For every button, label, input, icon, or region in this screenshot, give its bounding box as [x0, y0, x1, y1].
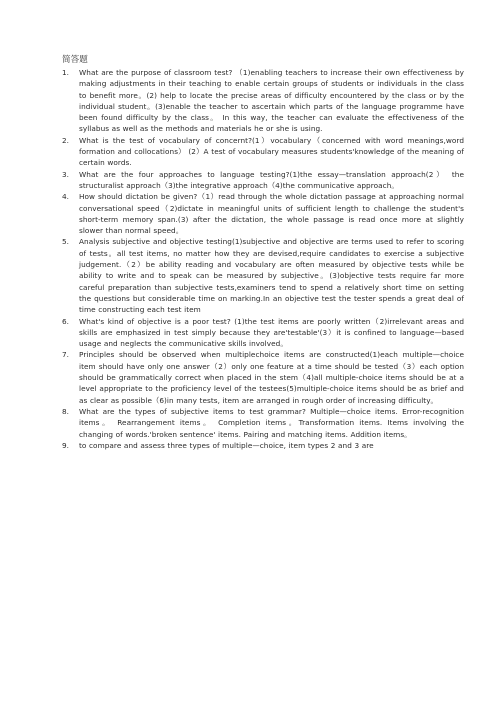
- item-text: What's kind of objective is a poor test? (1)the test items are poorly written（2)irrelevant areas and skills are emphasized in test simply because they are'testable'(3）it is confined to language—based usage and neglects the communicative skills involved。: [79, 316, 464, 349]
- item-number: 7.: [62, 350, 69, 360]
- item-number: 2.: [62, 135, 69, 145]
- item-number: 5.: [62, 237, 69, 247]
- item-text: What are the types of subjective items to test grammar? Multiple—choice items. Error-recognition items。 Rearrangement items。 Completion items。Transformation items. Items involving the changing of words.'broken sentence' items. Pairing and matching items. Addition items。: [79, 406, 464, 439]
- list-item: [62, 191, 464, 236]
- item-text: How should dictation be given?（1）read through the whole dictation passage at approaching normal conversational speed（2)dictate in meaningful units of sufficient length to challenge the student's short-term memory span.(3) after the dictation, the whole passage is read once more at slightly slower than normal speed。: [79, 192, 464, 236]
- item-number: 4.: [62, 192, 69, 202]
- list-item: [62, 406, 464, 440]
- item-text: Analysis subjective and objective testing(1)subjective and objective are terms used to refer to scoring of tests。all test items, no matter how they are devised,require candidates to exercise a subjective judgement.（2）be ability reading and vocabulary are often measured by objective tests while be ability to write and to speak can be measured by subjective。(3)objective tests require far more careful preparation than subjective tests,examiners tend to spend a relatively short time on setting the questions but considerable time on marking.In an objective test the tester spends a great deal of time constructing each test item: [79, 237, 464, 315]
- section-heading: 简答题: [62, 55, 88, 65]
- list-item: [62, 316, 464, 350]
- list-item: [62, 67, 464, 135]
- item-text: What are the purpose of classroom test? （1)enabling teachers to increase their own effectiveness by making adjustments in their teaching to enable certain groups of students or individuals in the class to benefit more。(2) help to locate the precise areas of difficulty encountered by the class or by the individual student。(3)enable the teacher to ascertain which parts of the language programme have been found difficulty by the class。 In this way, the teacher can evaluate the effectiveness of the syllabus as well as the methods and materials he or she is using.: [79, 68, 464, 134]
- item-text: Principles should be observed when multiplechoice items are constructed(1)each multiple—choice item should have only one answer（2）only one feature at a time should be tested（3）each option should be grammatically correct when placed in the stem（4)all multiple-choice items should be at a level appropriate to the proficiency level of the testees(5)multiple-choice items should be as brief and as clear as possible（6)in many tests, item are arranged in rough order of increasing difficulty。: [79, 350, 464, 405]
- item-number: 9.: [62, 440, 69, 450]
- list-item: [62, 236, 464, 315]
- item-number: 6.: [62, 316, 69, 326]
- list-item: [62, 135, 464, 169]
- item-number: 1.: [62, 68, 69, 77]
- item-text: What are the four approaches to language testing?(1)the essay—translation approach(2） the structuralist approach（3)the integrative approach（4)the communicative approach。: [79, 169, 464, 190]
- item-number: 3.: [62, 169, 69, 179]
- list-item: [62, 169, 464, 192]
- item-number: 8.: [62, 406, 69, 416]
- item-text: What is the test of vocabulary of concernt?(1）vocabulary（concerned with word meanings,word formation and collocations） (2）A test of vocabulary measures students'knowledge of the meaning of certain words.: [79, 135, 464, 168]
- list-item: [62, 440, 464, 451]
- list-item: [62, 349, 464, 405]
- question-list: [62, 67, 464, 451]
- item-text: to compare and assess three types of multiple—choice, item types 2 and 3 are: [79, 440, 374, 450]
